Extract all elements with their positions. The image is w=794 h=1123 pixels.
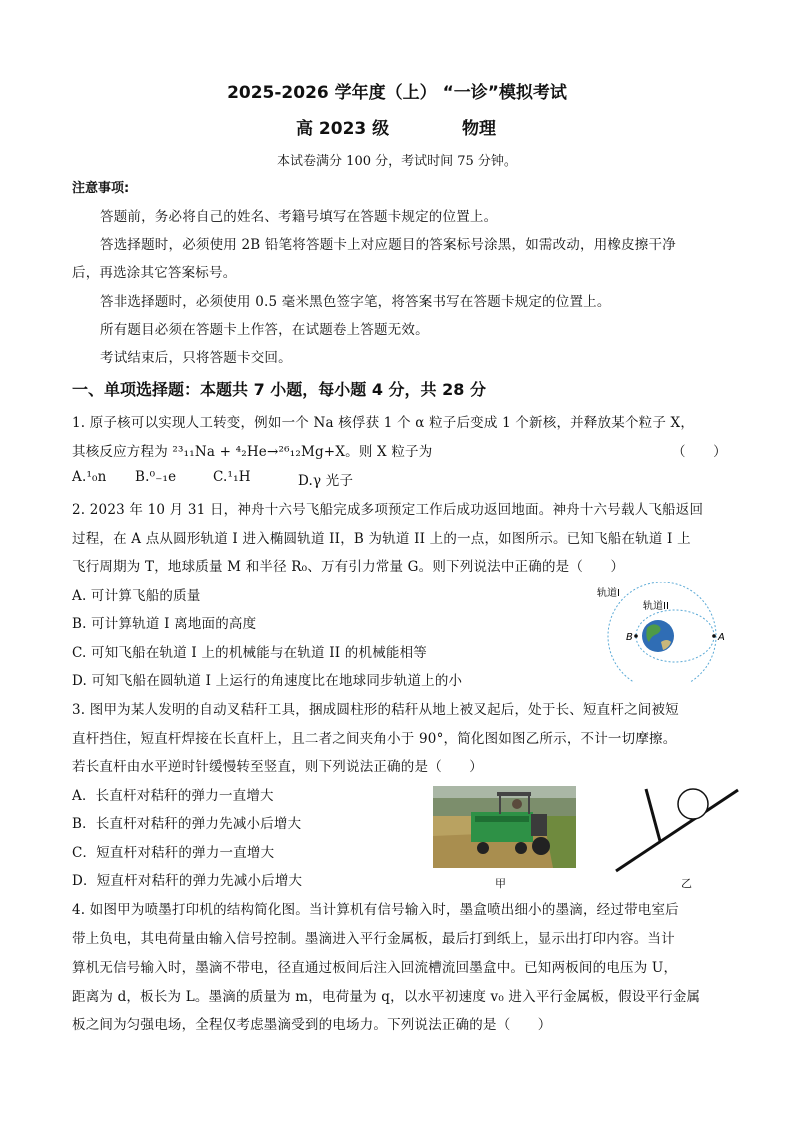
notice-item: 答非选择题时，必须使用 0.5 毫米黑色签字笔，将答案书写在答题卡规定的位置上。 <box>100 294 611 310</box>
q3-option-d: D．短直杆对秸秆的弹力先减小后增大 <box>72 873 303 889</box>
q1-equation: 其核反应方程为 ²³₁₁Na + ⁴₂He→²⁶₁₂Mg+X。则 X 粒子为 <box>72 444 433 460</box>
q2-option-d: D. 可知飞船在圆轨道 I 上运行的角速度比在地球同步轨道上的小 <box>72 673 463 689</box>
q3-option-a: A．长直杆对秸秆的弹力一直增大 <box>72 788 274 804</box>
orbit-diagram <box>595 582 730 682</box>
notice-item: 考试结束后，只将答题卡交回。 <box>100 350 292 366</box>
q1-option-a: A.¹₀n <box>72 469 107 485</box>
q3-option-c: C．短直杆对秸秆的弹力一直增大 <box>72 845 275 861</box>
orbit-i-label: 轨道I <box>597 588 620 599</box>
q3-stem: 3. 图甲为某人发明的自动叉秸秆工具，捆成圆柱形的秸秆从地上被叉起后，处于长、短直杆之间被短 <box>72 702 679 718</box>
grade-label: 高 2023 级 <box>296 119 390 139</box>
q1-option-d: D.γ 光子 <box>298 473 354 489</box>
notice-item: 答题前，务必将自己的姓名、考籍号填写在答题卡规定的位置上。 <box>100 209 498 225</box>
q2-stem: 过程，在 A 点从圆形轨道 I 进入椭圆轨道 II，B 为轨道 II 上的一点，如图所示。已知飞船在轨道 I 上 <box>72 531 691 547</box>
q3-stem: 直杆挡住，短直杆焊接在长直杆上，且二者之间夹角小于 90°，简化图如图乙所示，不计一切摩擦。 <box>72 731 677 747</box>
q1-option-b: B.⁰₋₁e <box>135 469 177 485</box>
q2-stem: 飞行周期为 T，地球质量 M 和半径 R₀、万有引力常量 G。则下列说法中正确的是（ ） <box>72 559 625 575</box>
q1-stem: 1. 原子核可以实现人工转变，例如一个 Na 核俘获 1 个 α 粒子后变成 1 个新核，并释放某个粒子 X， <box>72 415 695 431</box>
q4-stem: 板之间为匀强电场，全程仅考虑墨滴受到的电场力。下列说法正确的是（ ） <box>72 1017 552 1033</box>
fig-a-caption: 甲 <box>495 877 506 890</box>
section-title: 一、单项选择题：本题共 7 小题，每小题 4 分，共 28 分 <box>72 380 486 399</box>
exam-title: 2025-2026 学年度（上） “一诊”模拟考试 <box>227 83 567 103</box>
q4-stem: 4. 如图甲为喷墨打印机的结构简化图。当计算机有信号输入时，墨盒喷出细小的墨滴，经过带电室后 <box>72 902 679 918</box>
exam-info: 本试卷满分 100 分，考试时间 75 分钟。 <box>277 154 517 169</box>
q4-stem: 算机无信号输入时，墨滴不带电，径直通过板间后注入回流槽流回墨盒中。已知两板间的电压为 U， <box>72 960 678 976</box>
q2-option-a: A. 可计算飞船的质量 <box>72 588 201 604</box>
harvester-photo <box>433 786 576 868</box>
point-b-label: B <box>626 632 633 643</box>
q3-stem: 若长直杆由水平逆时针缓慢转至竖直，则下列说法正确的是（ ） <box>72 759 483 775</box>
point-a-label: A <box>718 632 725 643</box>
q1-option-c: C.¹₁H <box>213 469 251 485</box>
point-b-dot <box>634 634 638 638</box>
fig-b-caption: 乙 <box>681 877 692 890</box>
long-rod <box>616 790 738 871</box>
notice-item: 所有题目必须在答题卡上作答，在试题卷上答题无效。 <box>100 322 429 338</box>
notice-heading: 注意事项: <box>72 181 130 196</box>
q4-stem: 距离为 d，板长为 L。墨滴的质量为 m，电荷量为 q，以水平初速度 v₀ 进入平行金属板，假设平行金属 <box>72 989 701 1005</box>
q2-option-c: C. 可知飞船在轨道 I 上的机械能与在轨道 II 的机械能相等 <box>72 645 427 661</box>
q2-option-b: B. 可计算轨道 I 离地面的高度 <box>72 616 257 632</box>
notice-item: 后，再选涂其它答案标号。 <box>72 265 237 281</box>
q3-option-b: B．长直杆对秸秆的弹力先减小后增大 <box>72 816 302 832</box>
short-rod <box>646 789 660 841</box>
q1-answer-paren: （ ） <box>672 444 727 460</box>
q4-stem: 带上负电，其电荷量由输入信号控制。墨滴进入平行金属板，最后打到纸上，显示出打印内容。当计 <box>72 931 675 947</box>
rod-diagram <box>612 784 744 874</box>
subject-label: 物理 <box>462 119 496 139</box>
point-a-dot <box>712 634 716 638</box>
orbit-ii-label: 轨道II <box>643 601 669 612</box>
straw-bale <box>678 789 708 819</box>
notice-item: 答选择题时，必须使用 2B 铅笔将答题卡上对应题目的答案标号涂黑，如需改动，用橡皮擦干净 <box>100 237 676 253</box>
q2-stem: 2. 2023 年 10 月 31 日，神舟十六号飞船完成多项预定工作后成功返回地面。神舟十六号载人飞船返回 <box>72 502 704 518</box>
